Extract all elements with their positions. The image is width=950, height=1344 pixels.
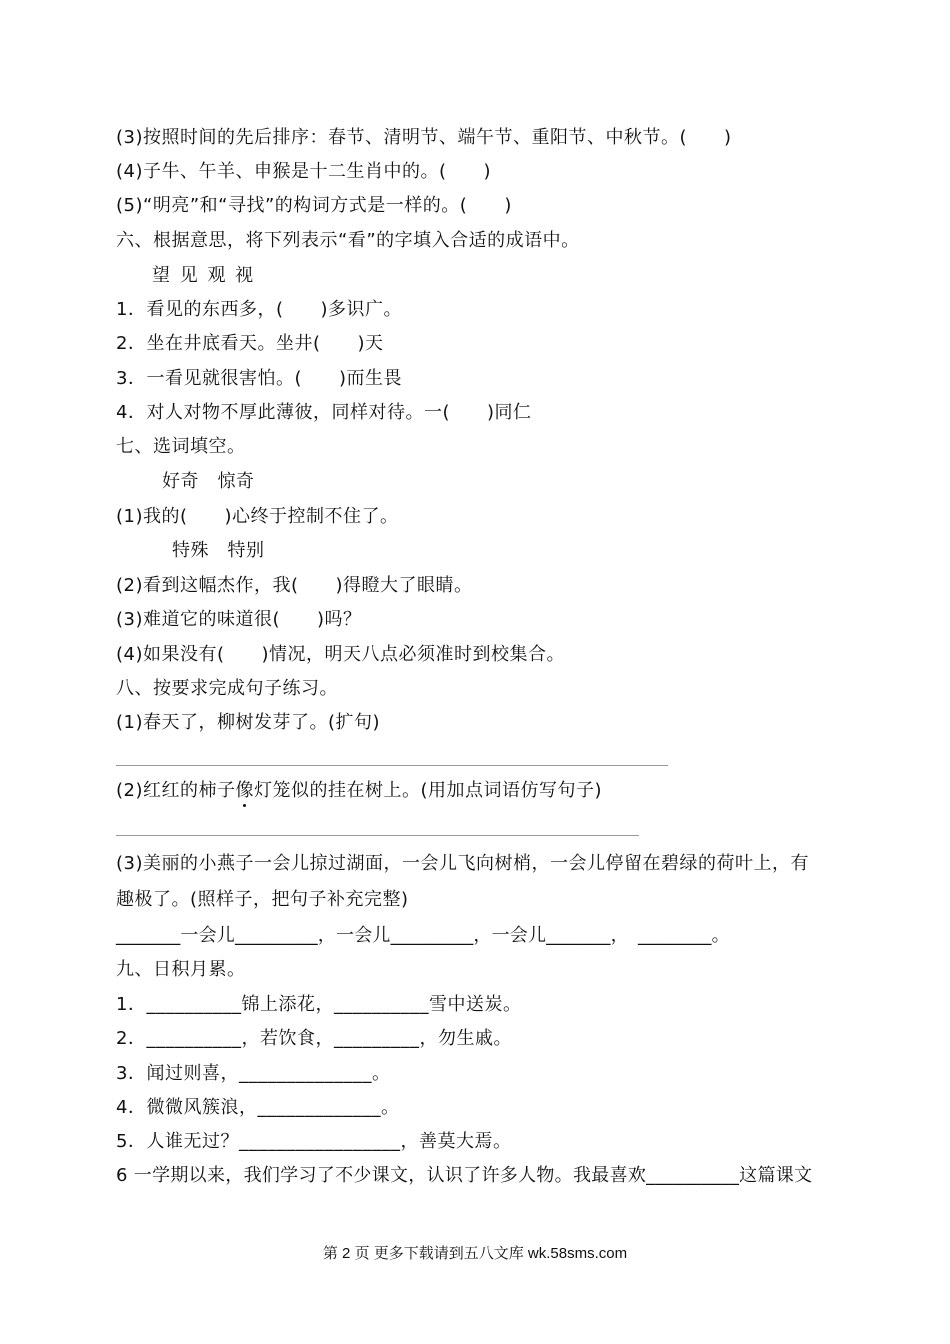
emphasis-dot	[243, 804, 246, 807]
s5-q5: (5)“明亮”和“寻找”的构词方式是一样的。( )	[116, 195, 512, 216]
section6-word-bank: 望 见 观 视	[152, 265, 256, 286]
s7-q3: (3)难道它的味道很( )吗？	[116, 609, 362, 630]
s8-q3-line2: 趣极了。(照样子，把句子补充完整)	[116, 889, 409, 910]
s5-q4: (4)子牛、午羊、申猴是十二生肖中的。( )	[116, 161, 492, 182]
section6-title: 六、根据意思，将下列表示“看”的字填入合适的成语中。	[116, 230, 580, 251]
s6-item-4: 4．对人对物不厚此薄彼，同样对待。一( )同仁	[116, 402, 532, 423]
s8-q2-answer-line	[116, 835, 639, 836]
s9-item-5: 5．人谁无过？_________________，善莫大焉。	[116, 1131, 512, 1152]
s8-q1-answer-line	[116, 765, 668, 766]
s7-word-bank-2: 特殊 特别	[172, 540, 265, 561]
s8-q3-blanks: _______一会儿_________，一会儿_________，一会儿_______， ________。	[116, 925, 730, 946]
s6-item-3: 3．一看见就很害怕。( )而生畏	[116, 368, 402, 389]
s7-q2: (2)看到这幅杰作，我( )得瞪大了眼睛。	[116, 575, 473, 596]
s8-q1: (1)春天了，柳树发芽了。(扩句)	[116, 712, 381, 733]
s8-q3-line1: (3)美丽的小燕子一会儿掠过湖面，一会儿飞向树梢，一会儿停留在碧绿的荷叶上，有	[116, 853, 809, 874]
section9-title: 九、日积月累。	[116, 959, 246, 980]
s9-item-6: 6 一学期以来，我们学习了不少课文，认识了许多人物。我最喜欢__________这篇课文	[116, 1165, 813, 1186]
s7-q4: (4)如果没有( )情况，明天八点必须准时到校集合。	[116, 644, 566, 665]
s9-item-2: 2．__________，若饮食，_________，勿生戚。	[116, 1028, 512, 1049]
s9-item-1: 1．__________锦上添花，__________雪中送炭。	[116, 994, 522, 1015]
s9-item-4: 4．微微风簇浪，_____________。	[116, 1097, 400, 1118]
page-footer: 第 2 页 更多下载请到五八文库 wk.58sms.com	[322, 1245, 628, 1262]
section7-title: 七、选词填空。	[116, 436, 246, 457]
s6-item-2: 2．坐在井底看天。坐井( )天	[116, 333, 384, 354]
s5-q3: (3)按照时间的先后排序：春节、清明节、端午节、重阳节、中秋节。( )	[116, 127, 732, 148]
s9-item-3: 3．闻过则喜，______________。	[116, 1063, 391, 1084]
section8-title: 八、按要求完成句子练习。	[116, 678, 338, 699]
s7-q1: (1)我的( )心终于控制不住了。	[116, 506, 399, 527]
s6-item-1: 1．看见的东西多，( )多识广。	[116, 299, 402, 320]
s8-q2: (2)红红的柿子像灯笼似的挂在树上。(用加点词语仿写句子)	[116, 780, 603, 801]
s7-word-bank-1: 好奇 惊奇	[162, 471, 255, 492]
